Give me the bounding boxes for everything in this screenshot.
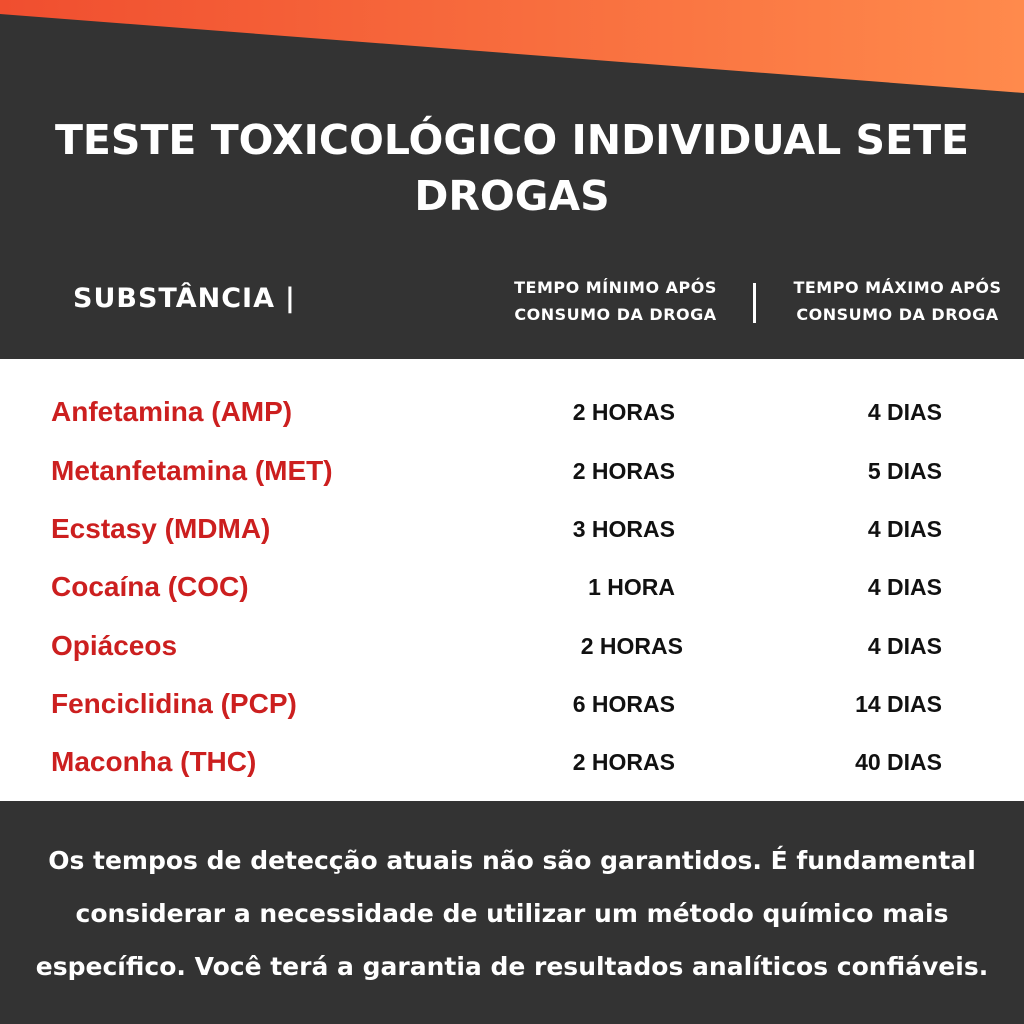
page-title: TESTE TOXICOLÓGICO INDIVIDUAL SETE DROGAS <box>54 116 970 220</box>
max-time: 4 DIAS <box>867 399 942 425</box>
header-divider <box>753 283 756 323</box>
orange-banner <box>0 0 1024 100</box>
substance-name: Metanfetamina (MET) <box>51 455 333 486</box>
table-row <box>0 451 1024 509</box>
header-min-line1: TEMPO MÍNIMO APÓS <box>514 278 717 297</box>
max-time: 4 DIAS <box>867 633 942 659</box>
header-min-line2: CONSUMO DA DROGA <box>514 305 717 324</box>
substance-name: Ecstasy (MDMA) <box>51 513 271 544</box>
detection-table <box>0 359 1024 801</box>
table-row <box>0 742 1024 800</box>
table-row <box>0 626 1024 684</box>
max-time: 5 DIAS <box>867 458 942 484</box>
min-time: 2 HORAS <box>572 458 675 484</box>
substance-name: Opiáceos <box>51 630 178 661</box>
disclaimer-text: Os tempos de detecção atuais não são garantidos. É fundamental considerar a necessidade de utilizar um método químico mais específico. Você terá a garantia de resultados analíticos confiáveis. <box>35 846 989 981</box>
min-time: 2 HORAS <box>580 633 683 659</box>
table-row <box>0 392 1024 450</box>
max-time: 14 DIAS <box>855 691 942 717</box>
substance-name: Maconha (THC) <box>51 746 257 777</box>
min-time: 3 HORAS <box>572 516 675 542</box>
substance-name: Fenciclidina (PCP) <box>51 688 297 719</box>
header-min-time <box>493 274 738 328</box>
header-substance-separator: | <box>284 283 296 314</box>
max-time: 40 DIAS <box>855 749 942 775</box>
min-time: 1 HORA <box>588 574 675 600</box>
header-substance-label: SUBSTÂNCIA <box>73 283 275 314</box>
header-substance <box>73 276 296 322</box>
substance-name: Anfetamina (AMP) <box>51 396 293 427</box>
table-row <box>0 567 1024 625</box>
header-max-line1: TEMPO MÁXIMO APÓS <box>793 278 1002 297</box>
max-time: 4 DIAS <box>867 574 942 600</box>
table-row <box>0 684 1024 742</box>
max-time: 4 DIAS <box>867 516 942 542</box>
min-time: 2 HORAS <box>572 399 675 425</box>
substance-name: Cocaína (COC) <box>51 571 249 602</box>
min-time: 6 HORAS <box>572 691 675 717</box>
table-row <box>0 509 1024 567</box>
header-max-time <box>775 274 1020 328</box>
header-max-line2: CONSUMO DA DROGA <box>796 305 999 324</box>
min-time: 2 HORAS <box>572 749 675 775</box>
